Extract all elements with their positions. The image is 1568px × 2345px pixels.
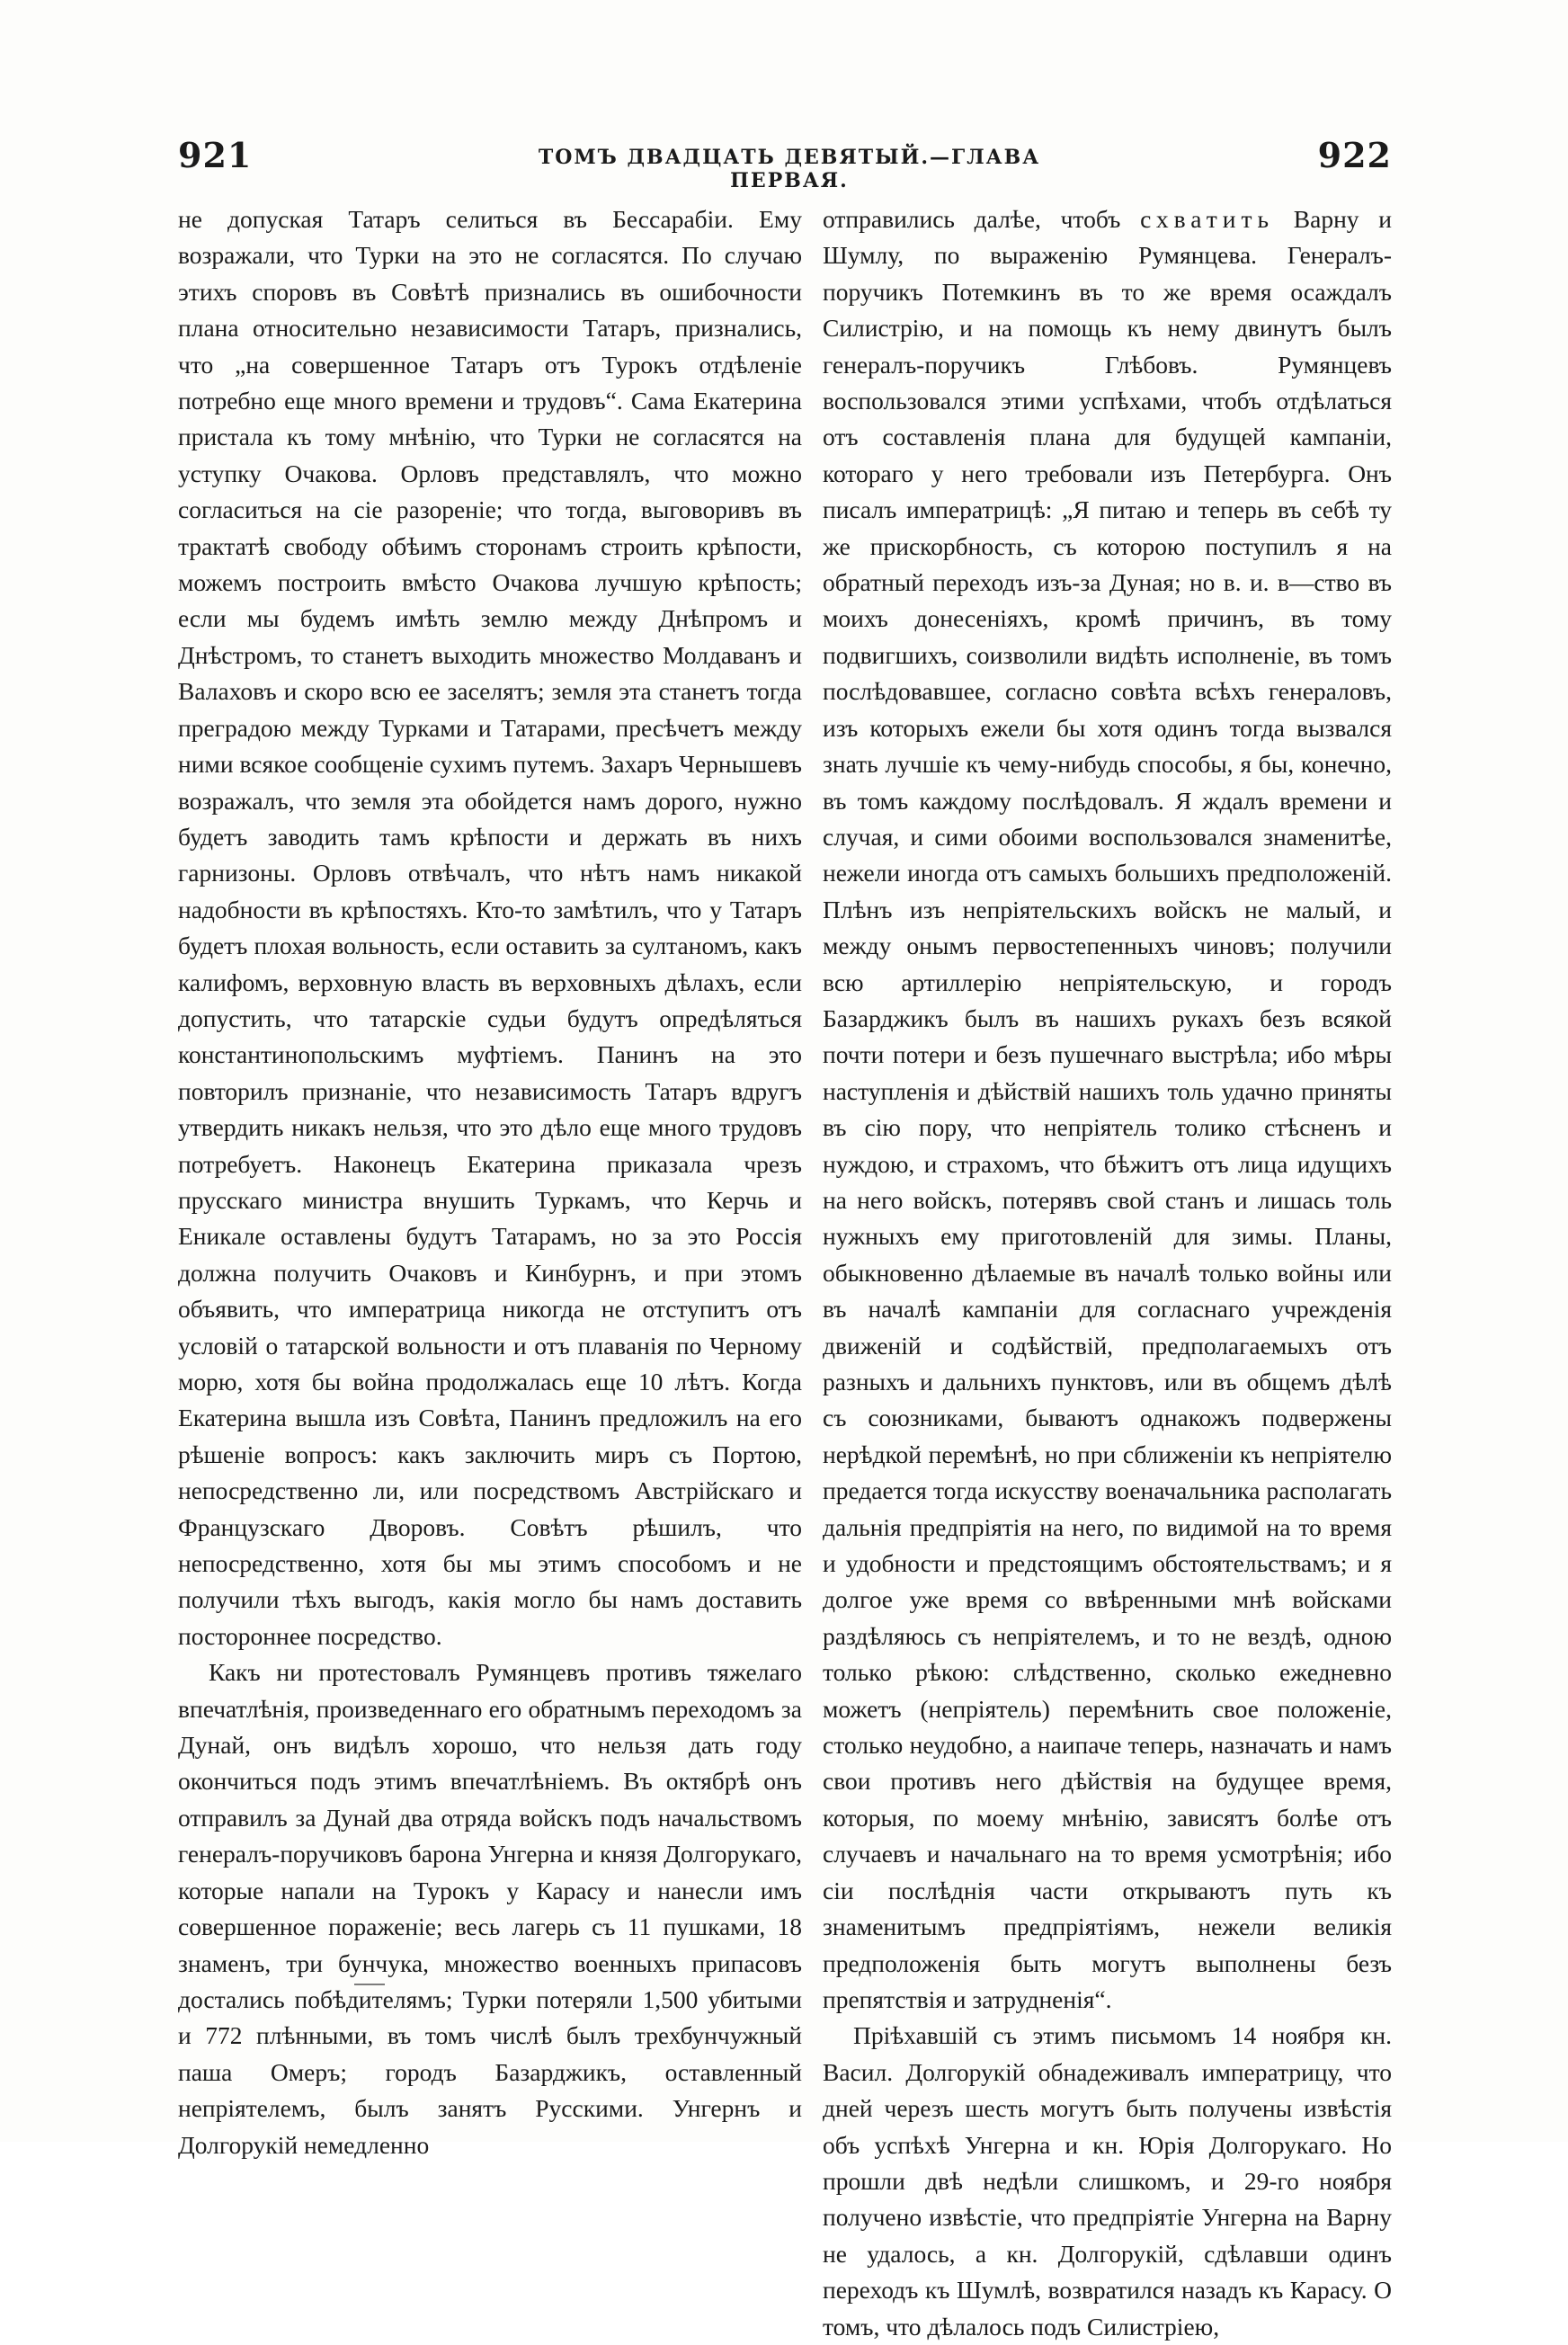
- page-header: [178, 135, 1392, 192]
- paragraph-rest: Варну и Шумлу, по выраженію Румянцева. Генералъ-поручикъ Потемкинъ въ то же время осаждалъ Силистрію, и на помощь къ нему двинутъ былъ генералъ-поручикъ Глѣбовъ. Румянцевъ воспользовался этими успѣхами, чтобъ отдѣлаться отъ составленія плана для будущей кампаніи, котораго у него требовали изъ Петербурга. Онъ писалъ императрицѣ: „Я питаю и теперь въ себѣ ту же прискорбность, съ которою поступилъ я на обратный переходъ изъ-за Дуная; но в. и. в—ство въ моихъ донесеніяхъ, кромѣ причинъ, въ тому подвигшихъ, соизволили видѣть исполненіе, въ томъ послѣдовавшее, согласно совѣта всѣхъ генераловъ, изъ которыхъ ежели бы хотя одинъ тогда вызвался знать лучшіе къ чему-нибудь способы, я бы, конечно, въ томъ каждому послѣдовалъ. Я ждалъ времени и случая, и сими обоими воспользовался знаменитѣе, нежели иногда отъ самыхъ большихъ предположеній. Плѣнъ изъ непріятельскихъ войскъ не малый, и между онымъ первостепенныхъ чиновъ; получили всю артиллерію непріятельскую, и городъ Базарджикъ былъ въ нашихъ рукахъ безъ всякой почти потери и безъ пушечнаго выстрѣла; ибо мѣры наступленія и дѣйствій нашихъ толь удачно приняты въ сію пору, что непріятель толико стѣсненъ и нуждою, и страхомъ, что бѣжитъ отъ лица идущихъ на него войскъ, потерявъ свой станъ и лишась толь нужныхъ ему приготовленій для зимы. Планы, обыкновенно дѣлаемые въ началѣ только войны или въ началѣ кампаніи для согласнаго учрежденія движеній и содѣйствій, предполагаемыхъ отъ разныхъ и дальнихъ пунктовъ, или въ общемъ дѣлѣ съ союзниками, бываютъ однакожъ подвержены нерѣдкой перемѣнѣ, но при сближеніи къ непріятелю предается тогда искусству военачальника располагать дальнія предпріятія на него, по видимой на то время и удобности и предстоящимъ обстоятельствамъ; и я долгое уже время со ввѣренными мнѣ войсками раздѣляюсь съ непріятелемъ, и то не вездѣ, одною только рѣкою: слѣдственно, сколько ежедневно можетъ (непріятель) перемѣнить свое положеніе, столько неудобно, а наипаче теперь, назначать и намъ свои противъ него дѣйствія на будущее время, которыя, по моему мнѣнію, зависятъ болѣе отъ случаевъ и начальнаго на то время усмотрѣнія; ибо сіи послѣднія части открываютъ путь къ знаменитымъ предпріятіямъ, нежели великія предположенія быть могутъ выполнены безъ препятствія и затрудненія“.: [823, 205, 1392, 2013]
- paragraph: Пріѣхавшій съ этимъ письмомъ 14 ноября кн. Васил. Долгорукій обнадеживалъ императрицу, что дней черезъ шесть могутъ быть получены извѣстія объ успѣхѣ Унгерна и кн. Юрія Долгорукаго. Но прошли двѣ недѣли слишкомъ, и 29-го ноября получено извѣстіе, что предпріятіе Унгерна на Варну не удалось, а кн. Долгорукій, сдѣлавши одинъ переходъ къ Шумлѣ, возвратился назадъ къ Карасу. О томъ, что дѣлалось подъ Силистріею,: [823, 2021, 1392, 2341]
- page-number-right: 922: [1317, 135, 1392, 175]
- footer-rule: [354, 1984, 385, 1985]
- emphasized-word: схватить: [1140, 205, 1275, 233]
- left-column: [178, 201, 802, 2163]
- paragraph: не допуская Татаръ селиться въ Бессарабіи. Ему возражали, что Турки на это не согласятся. По случаю этихъ споровъ въ Совѣтѣ признались въ ошибочности плана относительно независимости Татаръ, признались, что „на совершенное Татаръ отъ Турокъ отдѣленіе потребно еще много времени и трудовъ“. Сама Екатерина пристала къ тому мнѣнію, что Турки не согласятся на уступку Очакова. Орловъ представлялъ, что можно согласиться на сіе разореніе; что тогда, выговоривъ въ трактатѣ свободу обѣимъ сторонамъ строить крѣпости, можемъ построить вмѣсто Очакова лучшую крѣпость; если мы будемъ имѣть землю между Днѣпромъ и Днѣстромъ, то станетъ выходить множество Молдаванъ и Валаховъ и скоро всю ее заселятъ; земля эта станетъ тогда преградою между Турками и Татарами, пресѣчетъ между ними всякое сообщеніе сухимъ путемъ. Захаръ Чернышевъ возражалъ, что земля эта обойдется намъ дорого, нужно будетъ заводить тамъ крѣпости и держать въ нихъ гарнизоны. Орловъ отвѣчалъ, что нѣтъ намъ никакой надобности въ крѣпостяхъ. Кто-то замѣтилъ, что у Татаръ будетъ плохая вольность, если оставить за султаномъ, какъ калифомъ, верховную власть въ верховныхъ дѣлахъ, если допустить, что татарскіе судьи будутъ опредѣляться константинопольскимъ муфтіемъ. Панинъ на это повторилъ признаніе, что независимость Татаръ вдругъ утвердить никакъ нельзя, что это дѣло еще много трудовъ потребуетъ. Наконецъ Екатерина приказала чрезъ прусскаго министра внушить Туркамъ, что Керчь и Еникале оставлены будутъ Татарамъ, но за это Россія должна получить Очаковъ и Кинбурнъ, и при этомъ объявить, что императрица никогда не отступитъ отъ условій о татарской вольности и отъ плаванія по Черному морю, хотя бы война продолжалась еще 10 лѣтъ. Когда Екатерина вышла изъ Совѣта, Панинъ предложилъ на его рѣшеніе вопросъ: какъ заключить миръ съ Портою, непосредственно ли, или посредствомъ Австрійскаго и Французскаго Дворовъ. Совѣтъ рѣшилъ, что непосредственно, хотя бы мы этимъ способомъ и не получили тѣхъ выгодъ, какія могло бы намъ доставить постороннее посредство.: [178, 205, 802, 1650]
- running-title: ТОМЪ ДВАДЦАТЬ ДЕВЯТЫЙ.—ГЛАВА ПЕРВАЯ.: [538, 146, 1041, 192]
- right-column: [823, 201, 1392, 2345]
- paragraph: Какъ ни протестовалъ Румянцевъ противъ тяжелаго впечатлѣнія, произведеннаго его обратнымъ переходомъ за Дунай, онъ видѣлъ хорошо, что нельзя дать году окончиться подъ этимъ впечатлѣніемъ. Въ октябрѣ онъ отправилъ за Дунай два отряда войскъ подъ начальствомъ генералъ-поручиковъ барона Унгерна и князя Долгорукаго, которые напали на Турокъ у Карасу и нанесли имъ совершенное пораженіе; весь лагерь съ 11 пушками, 18 знаменъ, три бунчука, множество военныхъ припасовъ достались побѣдителямъ; Турки потеряли 1,500 убитыми и 772 плѣнными, въ томъ числѣ былъ трехбунчужный паша Омеръ; городъ Базарджикъ, оставленный непріятелемъ, былъ занятъ Русскими. Унгернъ и Долгорукій немедленно: [178, 1658, 802, 2159]
- paragraph-start: отправились далѣе, чтобъ: [823, 205, 1121, 233]
- paragraph: [823, 201, 1392, 2018]
- page-number-left: 921: [178, 135, 253, 175]
